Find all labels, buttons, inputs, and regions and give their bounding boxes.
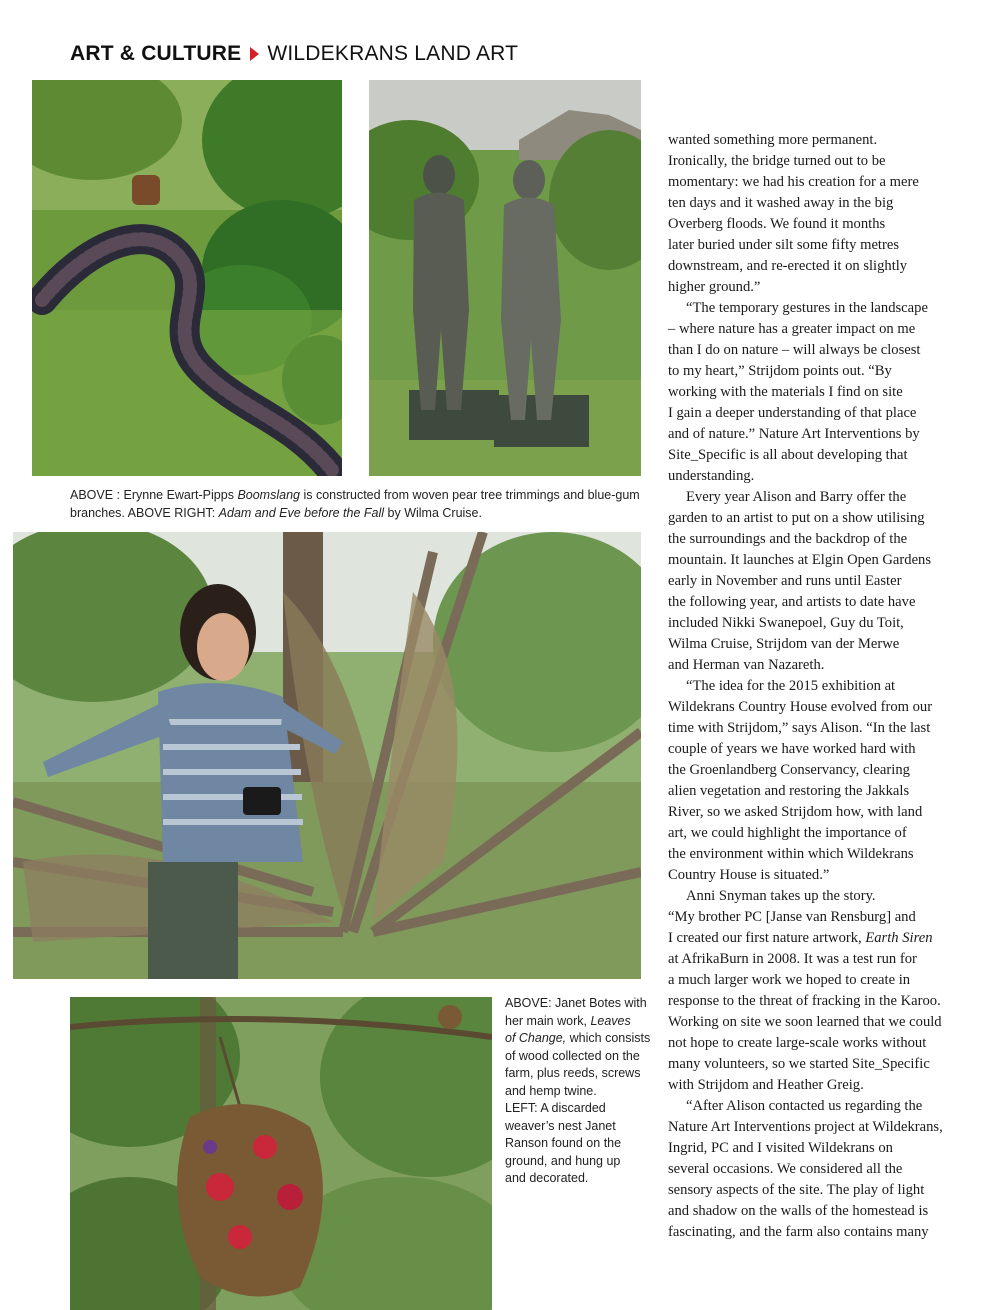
body-line: the surroundings and the backdrop of the	[668, 531, 908, 547]
body-line: Ironically, the bridge turned out to be	[668, 153, 886, 169]
body-line: the environment within which Wildekrans	[668, 846, 914, 862]
photo-leaves-of-change	[13, 532, 641, 979]
caption-side-line: weaver’s nest Janet	[505, 1118, 616, 1133]
caption-side-line: LEFT: A discarded	[505, 1101, 606, 1115]
body-line: Ingrid, PC and I visited Wildekrans on	[668, 1140, 893, 1156]
body-line: fascinating, and the farm also contains many	[668, 1224, 929, 1240]
body-line: the following year, and artists to date have	[668, 594, 916, 610]
body-line: working with the materials I find on site	[668, 384, 903, 400]
arrow-icon	[250, 47, 259, 61]
body-line: couple of years we have worked hard with	[668, 741, 916, 757]
body-line: than I do on nature – will always be closest	[668, 342, 921, 358]
body-line: several occasions. We considered all the	[668, 1161, 903, 1177]
body-line: the Groenlandberg Conservancy, clearing	[668, 762, 910, 778]
body-line: alien vegetation and restoring the Jakkals	[668, 783, 910, 799]
body-line: mountain. It launches at Elgin Open Gardens	[668, 552, 932, 568]
body-line: time with Strijdom,” says Alison. “In the last	[668, 720, 931, 736]
caption-side-line: ABOVE: Janet Botes with	[505, 996, 647, 1010]
body-line: – where nature has a greater impact on me	[668, 321, 916, 337]
photo-weaver-nest	[70, 997, 492, 1310]
caption-top-line-1: ABOVE : Erynne Ewart-Pipps Boomslang is constructed from woven pear tree trimmings and blue-gum	[70, 488, 640, 502]
section-title: ART & CULTURE	[70, 42, 242, 65]
body-line: River, so we asked Strijdom how, with land	[668, 804, 923, 820]
body-line: included Nikki Swanepoel, Guy du Toit,	[668, 615, 904, 631]
body-line: and Herman van Nazareth.	[668, 657, 825, 673]
body-line: sensory aspects of the site. The play of light	[668, 1182, 925, 1198]
body-line: a much larger work we hoped to create in	[668, 972, 911, 988]
caption-side-line: Ranson found on the	[505, 1136, 622, 1150]
body-line: “My brother PC [Janse van Rensburg] and	[668, 909, 916, 925]
body-line: understanding.	[668, 468, 755, 484]
body-line: Country House is situated.”	[668, 867, 830, 883]
body-line: Every year Alison and Barry offer the	[686, 489, 907, 505]
caption-side-line: and hemp twine.	[505, 1083, 597, 1098]
photo-boomslang	[32, 80, 342, 476]
body-line: momentary: we had his creation for a mere	[668, 174, 919, 190]
topic-title: WILDEKRANS LAND ART	[267, 42, 519, 65]
caption-side-line: ground, and hung up	[505, 1153, 621, 1168]
caption-side-line: farm, plus reeds, screws	[505, 1066, 641, 1080]
body-line: “After Alison contacted us regarding the	[686, 1098, 923, 1114]
photo-adam-and-eve	[369, 80, 641, 476]
body-line: Wilma Cruise, Strijdom van der Merwe	[668, 636, 900, 652]
body-line: to my heart,” Strijdom points out. “By	[668, 363, 892, 379]
body-line: downstream, and re-erected it on slightly	[668, 258, 908, 274]
caption-side-line: of wood collected on the	[505, 1048, 640, 1063]
body-line: not hope to create large-scale works without	[668, 1035, 927, 1051]
caption-side-line: her main work, Leaves	[505, 1013, 631, 1028]
body-text-column	[668, 130, 968, 1243]
body-line: I created our first nature artwork, Earth Siren	[668, 930, 933, 946]
body-line: ten days and it washed away in the big	[668, 195, 894, 211]
caption-side-line: and decorated.	[505, 1171, 589, 1185]
body-line: “The temporary gestures in the landscape	[686, 300, 928, 316]
body-line: “The idea for the 2015 exhibition at	[686, 678, 896, 694]
body-line: Working on site we soon learned that we could	[668, 1014, 942, 1030]
body-line: at AfrikaBurn in 2008. It was a test run for	[668, 951, 917, 967]
body-line: wanted something more permanent.	[668, 132, 878, 148]
body-line: Site_Specific is all about developing that	[668, 447, 908, 463]
body-line: Nature Art Interventions project at Wildekrans,	[668, 1119, 943, 1135]
body-line: and shadow on the walls of the homestead is	[668, 1203, 929, 1219]
body-line: Overberg floods. We found it months	[668, 216, 886, 232]
caption-side-line: of Change, which consists	[505, 1031, 651, 1045]
body-line: with Strijdom and Heather Greig.	[668, 1077, 864, 1093]
body-line: garden to an artist to put on a show utilising	[668, 510, 925, 526]
body-line: I gain a deeper understanding of that place	[668, 405, 917, 421]
caption-side	[505, 995, 655, 1188]
body-line: Wildekrans Country House evolved from our	[668, 699, 933, 715]
body-line: many volunteers, so we started Site_Specific	[668, 1056, 930, 1072]
body-line: early in November and runs until Easter	[668, 573, 902, 589]
page-header	[70, 40, 518, 68]
body-line: Anni Snyman takes up the story.	[686, 888, 876, 904]
caption-top	[70, 487, 640, 522]
body-line: art, we could highlight the importance of	[668, 825, 907, 841]
body-line: later buried under silt some fifty metres	[668, 237, 899, 253]
body-line: higher ground.”	[668, 279, 761, 295]
caption-top-line-2: branches. ABOVE RIGHT: Adam and Eve before the Fall by Wilma Cruise.	[70, 505, 482, 520]
body-line: response to the threat of fracking in the Karoo.	[668, 993, 941, 1009]
body-line: and of nature.” Nature Art Interventions by	[668, 426, 920, 442]
